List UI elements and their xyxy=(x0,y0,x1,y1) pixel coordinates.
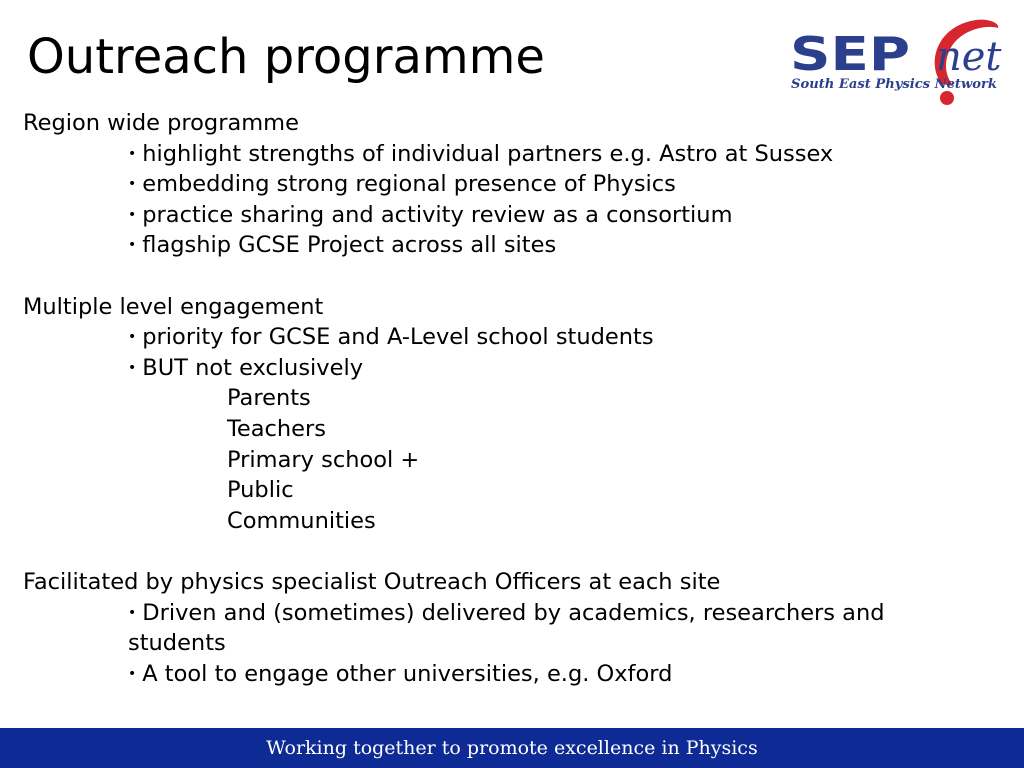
bullet-item: • BUT not exclusively xyxy=(128,354,364,381)
slide-body xyxy=(23,108,963,689)
logo-sep-text: SEP xyxy=(790,27,910,81)
bullet-item: • practice sharing and activity review as a consortium xyxy=(128,201,733,228)
bullet-item: • highlight strengths of individual partners e.g. Astro at Sussex xyxy=(128,140,834,167)
bullet-item: • embedding strong regional presence of Physics xyxy=(128,171,676,198)
section-heading: Region wide programme xyxy=(23,110,299,136)
bullet-icon: • xyxy=(128,237,137,254)
sub-item: Public xyxy=(227,477,294,504)
sub-item: Parents xyxy=(227,385,311,412)
logo-net-text: net xyxy=(936,34,1002,80)
bullet-icon: • xyxy=(128,359,137,376)
sepnet-logo xyxy=(786,14,1006,110)
section-heading: Facilitated by physics specialist Outreach Officers at each site xyxy=(23,568,721,595)
spacer xyxy=(23,261,963,292)
logo-dot-icon xyxy=(940,91,954,105)
bullet-icon: • xyxy=(128,176,137,193)
bullet-item: • A tool to engage other universities, e.g. Oxford xyxy=(128,660,673,687)
sub-item: Primary school + xyxy=(227,446,420,473)
bullet-item: • Driven and (sometimes) delivered by academics, researchers and students xyxy=(128,599,885,657)
sub-item: Communities xyxy=(227,507,376,534)
bullet-icon: • xyxy=(128,665,137,682)
spacer xyxy=(23,536,963,567)
bullet-icon: • xyxy=(128,604,137,621)
section-heading: Multiple level engagement xyxy=(23,293,324,320)
slide-title: Outreach programme xyxy=(27,29,545,85)
bullet-item: • priority for GCSE and A-Level school students xyxy=(128,324,654,351)
bullet-item: • flagship GCSE Project across all sites xyxy=(128,232,557,259)
footer-text: Working together to promote excellence in Physics xyxy=(266,737,758,759)
footer-banner xyxy=(0,728,1024,768)
bullet-icon: • xyxy=(128,145,137,162)
logo-tagline: South East Physics Network xyxy=(791,77,997,92)
sub-item: Teachers xyxy=(227,415,326,442)
bullet-icon: • xyxy=(128,329,137,346)
bullet-icon: • xyxy=(128,206,137,223)
